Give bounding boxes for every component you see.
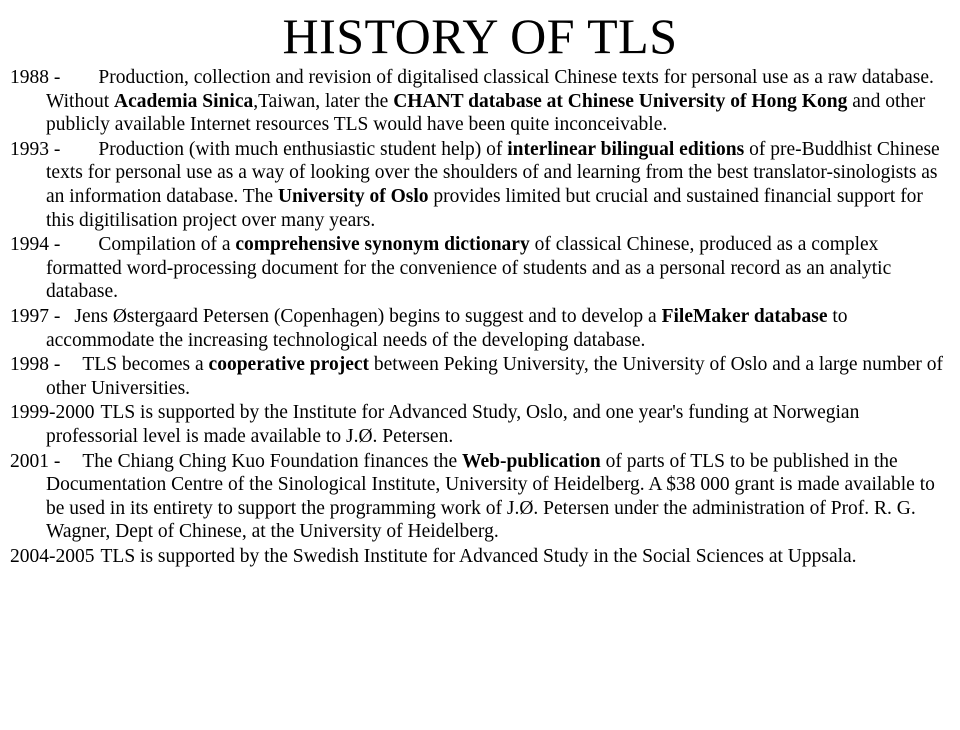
history-entry	[10, 450, 950, 544]
slide	[0, 10, 960, 730]
entry-text: TLS becomes a	[82, 354, 209, 376]
entry-highlight: University of Oslo	[277, 185, 429, 207]
entry-text: Compilation of a	[98, 234, 236, 256]
entry-highlight: CHANT database at Chinese University of Hong Kong	[393, 90, 848, 112]
history-entries	[10, 66, 950, 568]
entry-text: to accommodate the increasing technological needs of the developing database.	[46, 305, 848, 351]
entry-highlight: comprehensive synonym dictionary	[235, 234, 530, 256]
entry-text: TLS is supported by the Institute for Advanced Study, Oslo, and one year's funding at Norwegian professorial level is made available to J.Ø. Petersen.	[46, 402, 860, 447]
entry-highlight: interlinear bilingual editions	[507, 138, 745, 160]
entry-highlight: cooperative project	[208, 354, 369, 376]
entry-year: 2004-2005	[10, 545, 95, 567]
entry-year: 2001 -	[10, 450, 61, 472]
entry-text: between Peking University, the University of Oslo and a large number of other Universities.	[46, 354, 944, 399]
entry-year: 1988 -	[10, 67, 61, 88]
entry-text: The Chiang Ching Kuo Foundation finances the	[82, 450, 463, 472]
entry-text: of pre-Buddhist Chinese texts for personal use as a way of looking over the shoulders of and learning from the best translator-sinologists as an information database. The	[46, 138, 940, 207]
entry-text: of classical Chinese, produced as a complex formatted word-processing document for the convenience of students and as a personal record as an analytic database.	[46, 234, 892, 303]
history-entry	[10, 353, 950, 400]
entry-highlight: FileMaker database	[661, 305, 828, 327]
entry-text: Jens Østergaard Petersen (Copenhagen) begins to suggest and to develop a	[74, 305, 662, 327]
entry-text: ,Taiwan, later the	[253, 90, 394, 112]
entry-highlight: Academia Sinica	[114, 90, 254, 112]
entry-text: and other publicly available Internet resources TLS would have been quite inconceivable.	[46, 90, 926, 136]
entry-year: 1998 -	[10, 354, 61, 376]
history-entry	[10, 233, 950, 304]
entry-year: 1993 -	[10, 138, 61, 160]
history-entry	[10, 66, 950, 137]
entry-text: Production (with much enthusiastic student help) of	[98, 138, 508, 160]
entry-highlight: Web-publication	[462, 450, 601, 472]
entry-text: TLS is supported by the Swedish Institute for Advanced Study in the Social Sciences at Uppsala.	[100, 545, 857, 567]
entry-year: 1994 -	[10, 234, 61, 256]
history-entry	[10, 545, 950, 569]
entry-text: of parts of TLS to be published in the Documentation Centre of the Sinological Institute, University of Heidelberg. A $38 000 grant is made available to be used in its entirety to support the programming work of J.Ø. Petersen under the administration of Prof. R. G. Wagner, Dept of Chinese, at the University of Heidelberg.	[46, 450, 935, 543]
history-entry	[10, 305, 950, 352]
entry-year: 1999-2000	[10, 402, 95, 424]
entry-text: Production, collection and revision of digitalised classical Chinese texts for personal use as a raw database. Without	[46, 67, 934, 112]
entry-year: 1997 -	[10, 305, 61, 327]
history-entry	[10, 401, 950, 448]
history-entry	[10, 138, 950, 232]
slide-title: HISTORY OF TLS	[282, 8, 678, 64]
entry-text: provides limited but crucial and sustained financial support for this digitilisation project over many years.	[46, 185, 923, 231]
